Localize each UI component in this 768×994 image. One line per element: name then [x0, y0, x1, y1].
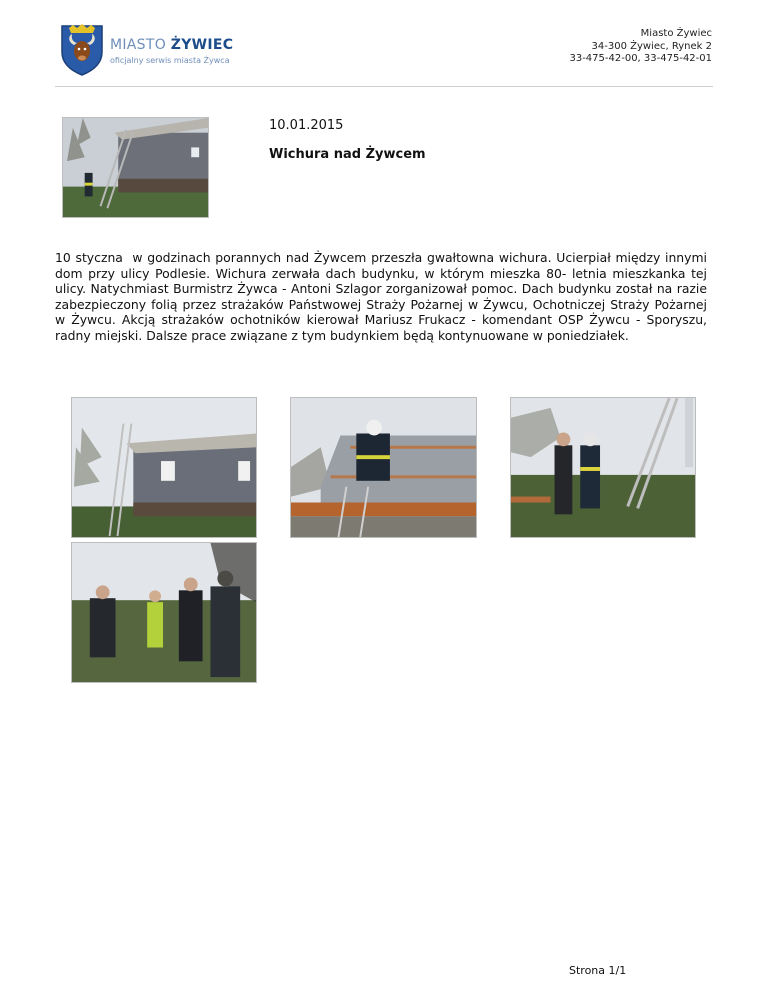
- logo-title-part1: MIASTO: [110, 37, 171, 53]
- contact-phones: 33-475-42-00, 33-475-42-01: [569, 53, 712, 64]
- site-logo[interactable]: [60, 24, 260, 80]
- logo-title-part2: ŻYWIEC: [170, 37, 234, 53]
- house-damaged-roof-icon: [63, 118, 208, 217]
- contact-name: Miasto Żywiec: [640, 28, 712, 39]
- people-standing-icon: [72, 543, 256, 682]
- article-title: Wichura nad Żywcem: [269, 147, 426, 162]
- logo-title: [110, 37, 233, 53]
- article-body: 10 styczna w godzinach porannych nad Żywcem przeszła gwałtowna wichura. Ucierpiał między innymi dom przy ulicy Podlesie. Wichura zerwała dach budynku, w którym mieszka 80- letnia mieszkanka tej ulicy. Natychmiast Burmistrz Żywca - Antoni Szlagor zorganizował pomoc. Dach budynku został na razie zabezpieczony folią przez strażaków Państwowej Straży Pożarnej w Żywcu, Ochotniczej Straży Pożarnej w Żywcu. Akcją strażaków ochotników kierował Mariusz Frukacz - komendant OSP Żywcu - Sporyszu, radny miejski. Dalsze prace związane z tym budynkiem będą kontynuowane w poniedziałek.: [55, 250, 711, 343]
- page-number: Strona 1/1: [569, 964, 627, 977]
- gallery-photo-1[interactable]: [71, 397, 257, 538]
- firefighter-on-roof-icon: [291, 398, 476, 537]
- contact-block: [569, 28, 712, 66]
- coat-of-arms-icon: [60, 24, 104, 76]
- gallery-photo-3[interactable]: [510, 397, 696, 538]
- contact-address: 34-300 Żywiec, Rynek 2: [591, 40, 712, 52]
- article-date: 10.01.2015: [269, 118, 344, 133]
- page-header: [0, 0, 768, 88]
- firefighters-talking-icon: [511, 398, 695, 537]
- house-damaged-roof-icon: [72, 398, 256, 537]
- logo-subtitle: oficjalny serwis miasta Żywca: [110, 56, 230, 65]
- article-thumbnail-image[interactable]: [62, 117, 209, 218]
- gallery-photo-4[interactable]: [71, 542, 257, 683]
- gallery-photo-2[interactable]: [290, 397, 477, 538]
- header-divider: [55, 86, 713, 87]
